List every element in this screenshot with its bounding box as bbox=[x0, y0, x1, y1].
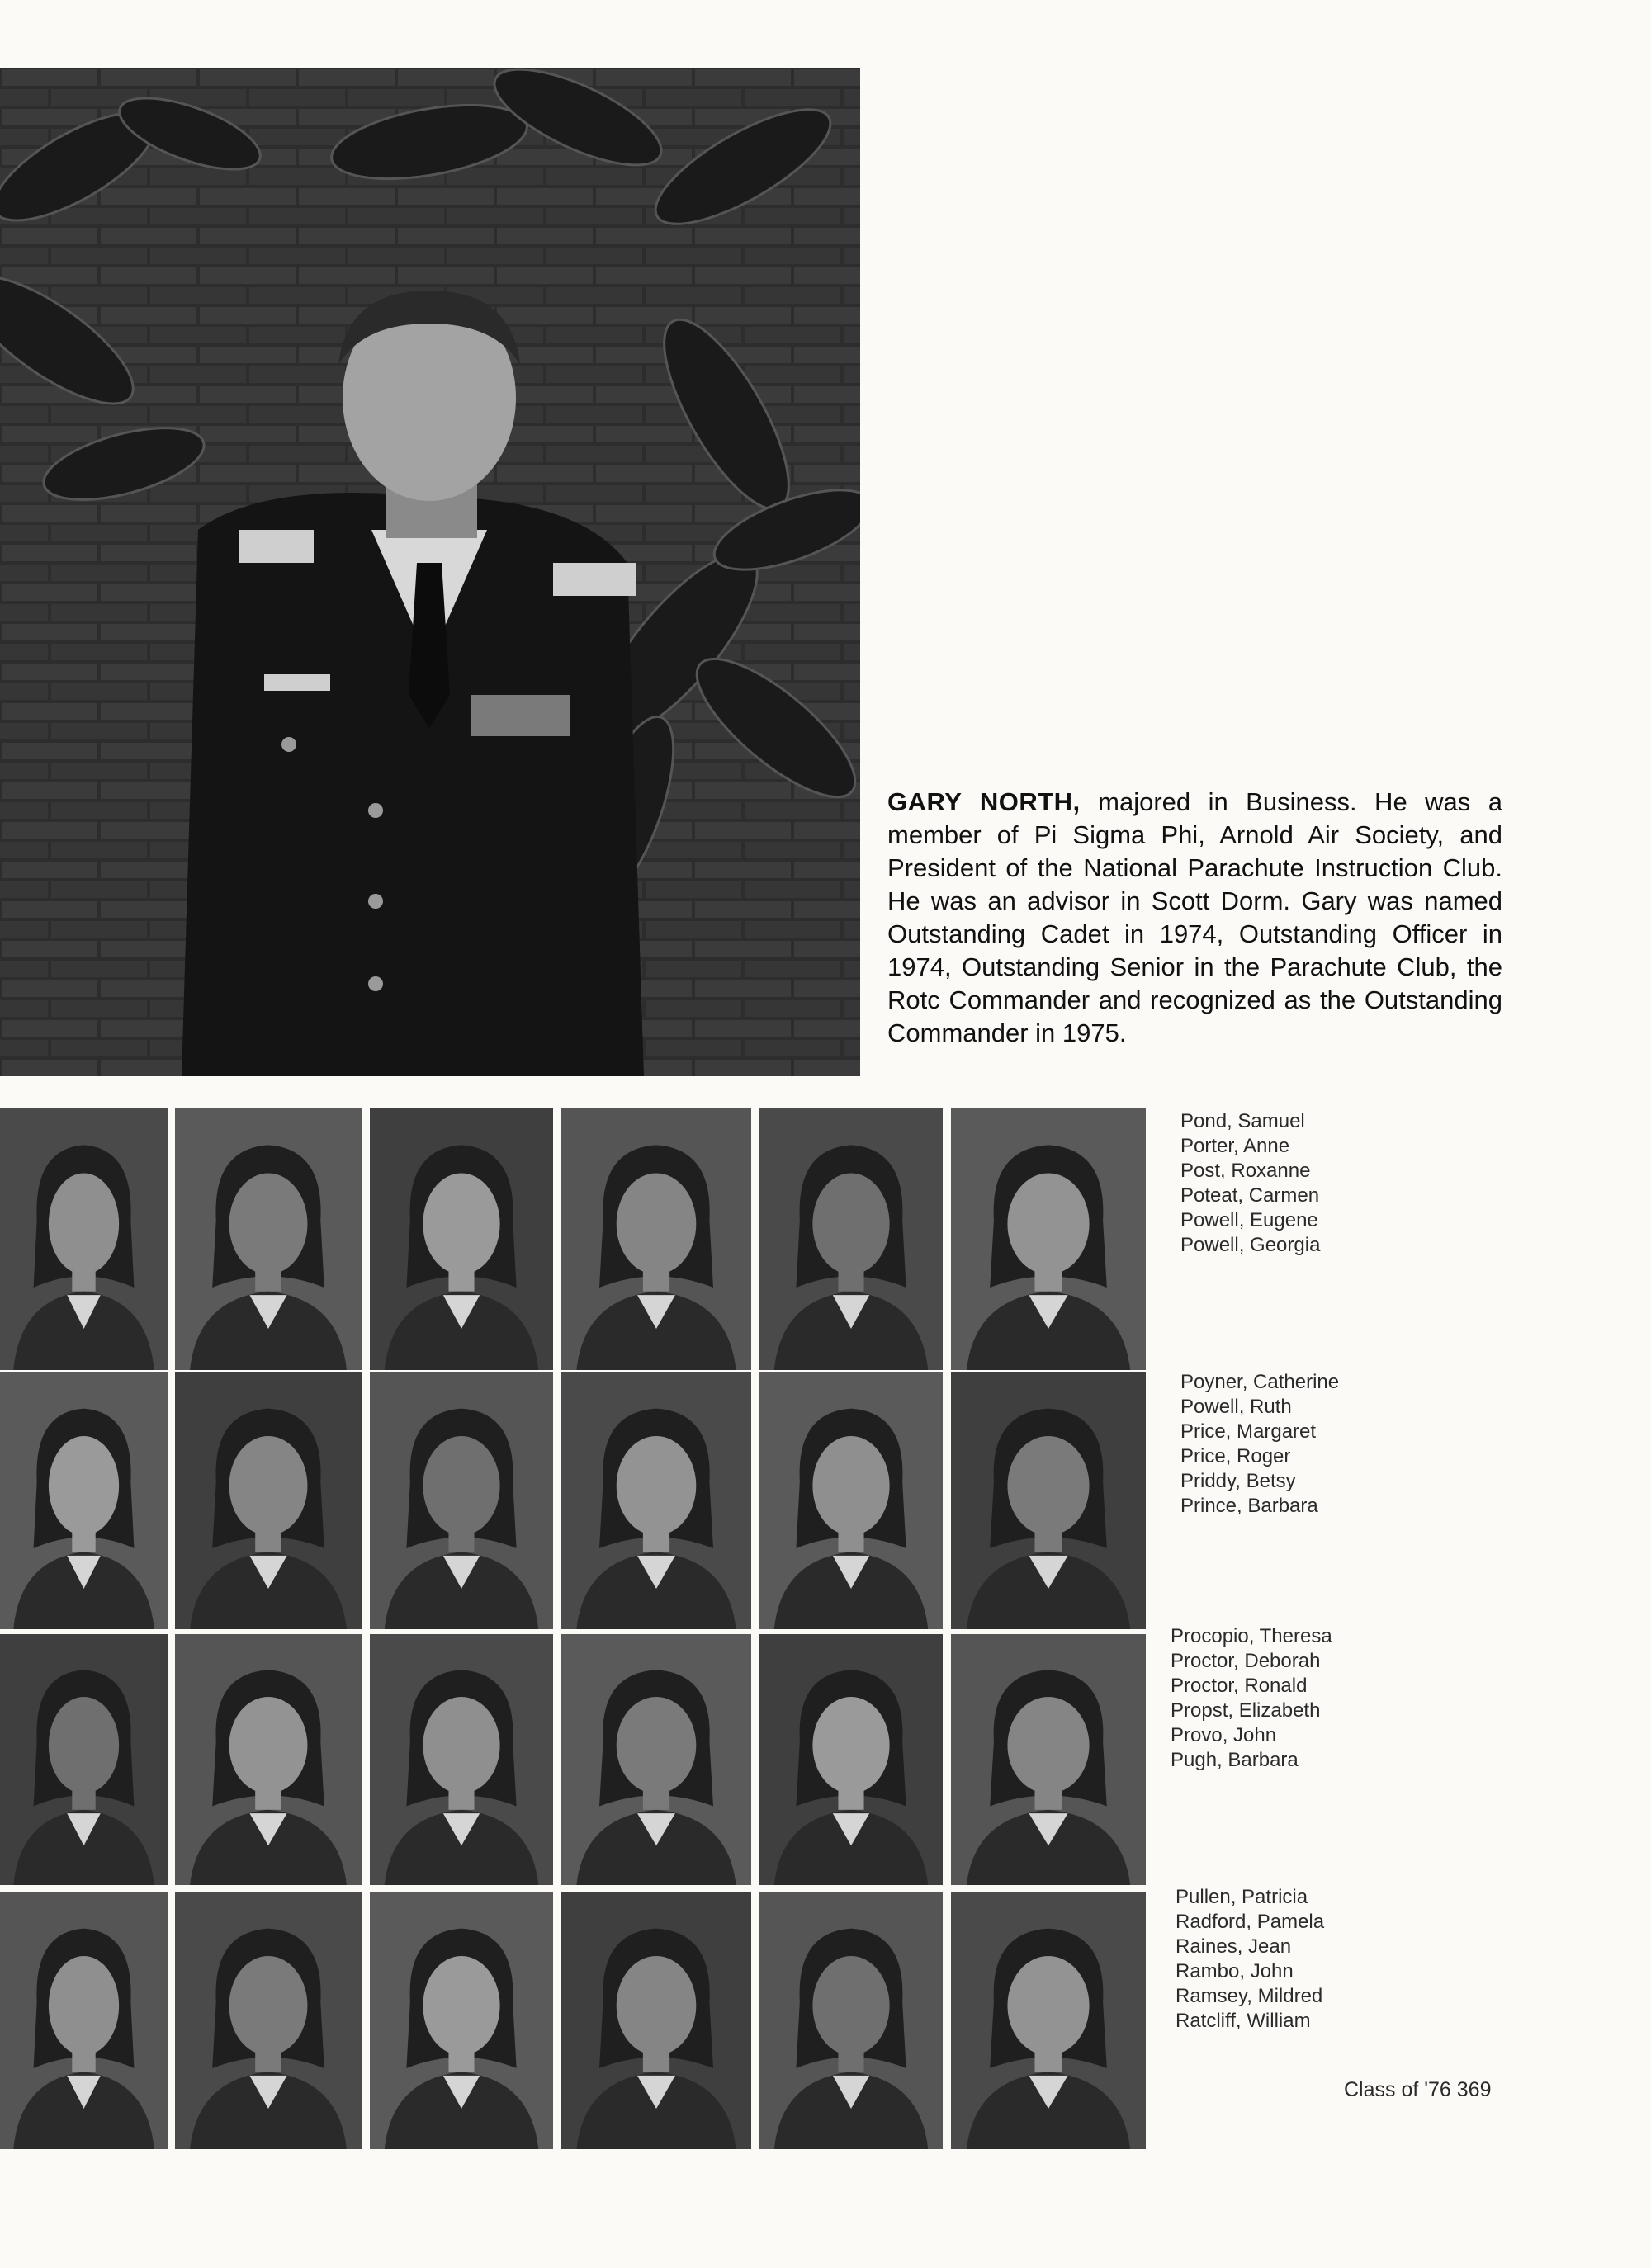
student-name: Post, Roxanne bbox=[1180, 1160, 1311, 1182]
student-portrait bbox=[175, 1372, 362, 1629]
student-portrait bbox=[370, 1892, 553, 2149]
student-portrait bbox=[561, 1108, 751, 1370]
student-portrait bbox=[951, 1634, 1146, 1885]
student-portrait bbox=[175, 1892, 362, 2149]
student-portrait bbox=[370, 1634, 553, 1885]
name-list-row-2 bbox=[1180, 1370, 1339, 1519]
student-name: Price, Margaret bbox=[1180, 1420, 1317, 1443]
student-name: Propst, Elizabeth bbox=[1171, 1699, 1321, 1722]
student-name: Poteat, Carmen bbox=[1180, 1184, 1320, 1207]
student-portrait bbox=[759, 1634, 943, 1885]
student-name: Powell, Georgia bbox=[1180, 1234, 1321, 1256]
student-portrait bbox=[759, 1372, 943, 1629]
page-folio: Class of '76 369 bbox=[1344, 2078, 1492, 2101]
student-name: Pugh, Barbara bbox=[1171, 1749, 1299, 1771]
student-name: Powell, Ruth bbox=[1180, 1396, 1292, 1418]
name-list-row-1 bbox=[1180, 1109, 1320, 1258]
student-portrait bbox=[175, 1108, 362, 1370]
student-portrait bbox=[561, 1634, 751, 1885]
student-name: Powell, Eugene bbox=[1180, 1209, 1318, 1231]
name-list-row-4 bbox=[1176, 1885, 1324, 2034]
student-name: Priddy, Betsy bbox=[1180, 1470, 1296, 1492]
student-name: Pond, Samuel bbox=[1180, 1110, 1305, 1132]
student-portrait bbox=[951, 1108, 1146, 1370]
student-portrait bbox=[759, 1108, 943, 1370]
feature-bio-text: majored in Business. He was a member of Pi Sigma Phi, Arnold Air Society, and President of the National Parachute Instruction Club. He was an advisor in Scott Dorm. Gary was named Outstanding Cadet in 1974, Outstanding Officer in 1974, Outstanding Senior in the Parachute Club, the Rotc Commander and recognized as the Outstanding Commander in 1975. bbox=[887, 787, 1502, 1047]
student-portrait bbox=[0, 1892, 168, 2149]
student-name: Price, Roger bbox=[1180, 1445, 1291, 1467]
student-portrait bbox=[175, 1634, 362, 1885]
student-name: Proctor, Ronald bbox=[1171, 1675, 1308, 1697]
feature-name: GARY NORTH, bbox=[887, 787, 1081, 816]
student-portrait bbox=[0, 1108, 168, 1370]
student-name: Prince, Barbara bbox=[1180, 1495, 1318, 1517]
student-portrait bbox=[951, 1892, 1146, 2149]
feature-bio bbox=[887, 786, 1502, 1050]
student-name: Poyner, Catherine bbox=[1180, 1371, 1340, 1393]
student-portrait bbox=[370, 1372, 553, 1629]
student-name: Rambo, John bbox=[1176, 1960, 1294, 1982]
student-portrait bbox=[561, 1892, 751, 2149]
student-portrait bbox=[370, 1108, 553, 1370]
student-name: Ratcliff, William bbox=[1176, 2010, 1311, 2032]
student-name: Procopio, Theresa bbox=[1171, 1625, 1332, 1647]
student-name: Porter, Anne bbox=[1180, 1135, 1290, 1157]
student-portrait bbox=[0, 1634, 168, 1885]
student-name: Pullen, Patricia bbox=[1176, 1886, 1308, 1908]
student-portrait bbox=[759, 1892, 943, 2149]
student-name: Ramsey, Mildred bbox=[1176, 1985, 1323, 2007]
student-name: Raines, Jean bbox=[1176, 1935, 1292, 1958]
feature-photo bbox=[0, 68, 860, 1076]
name-list-row-3 bbox=[1171, 1624, 1332, 1773]
student-name: Proctor, Deborah bbox=[1171, 1650, 1321, 1672]
student-name: Provo, John bbox=[1171, 1724, 1277, 1746]
student-portrait bbox=[561, 1372, 751, 1629]
student-portrait bbox=[0, 1372, 168, 1629]
student-name: Radford, Pamela bbox=[1176, 1911, 1325, 1933]
student-portrait bbox=[951, 1372, 1146, 1629]
